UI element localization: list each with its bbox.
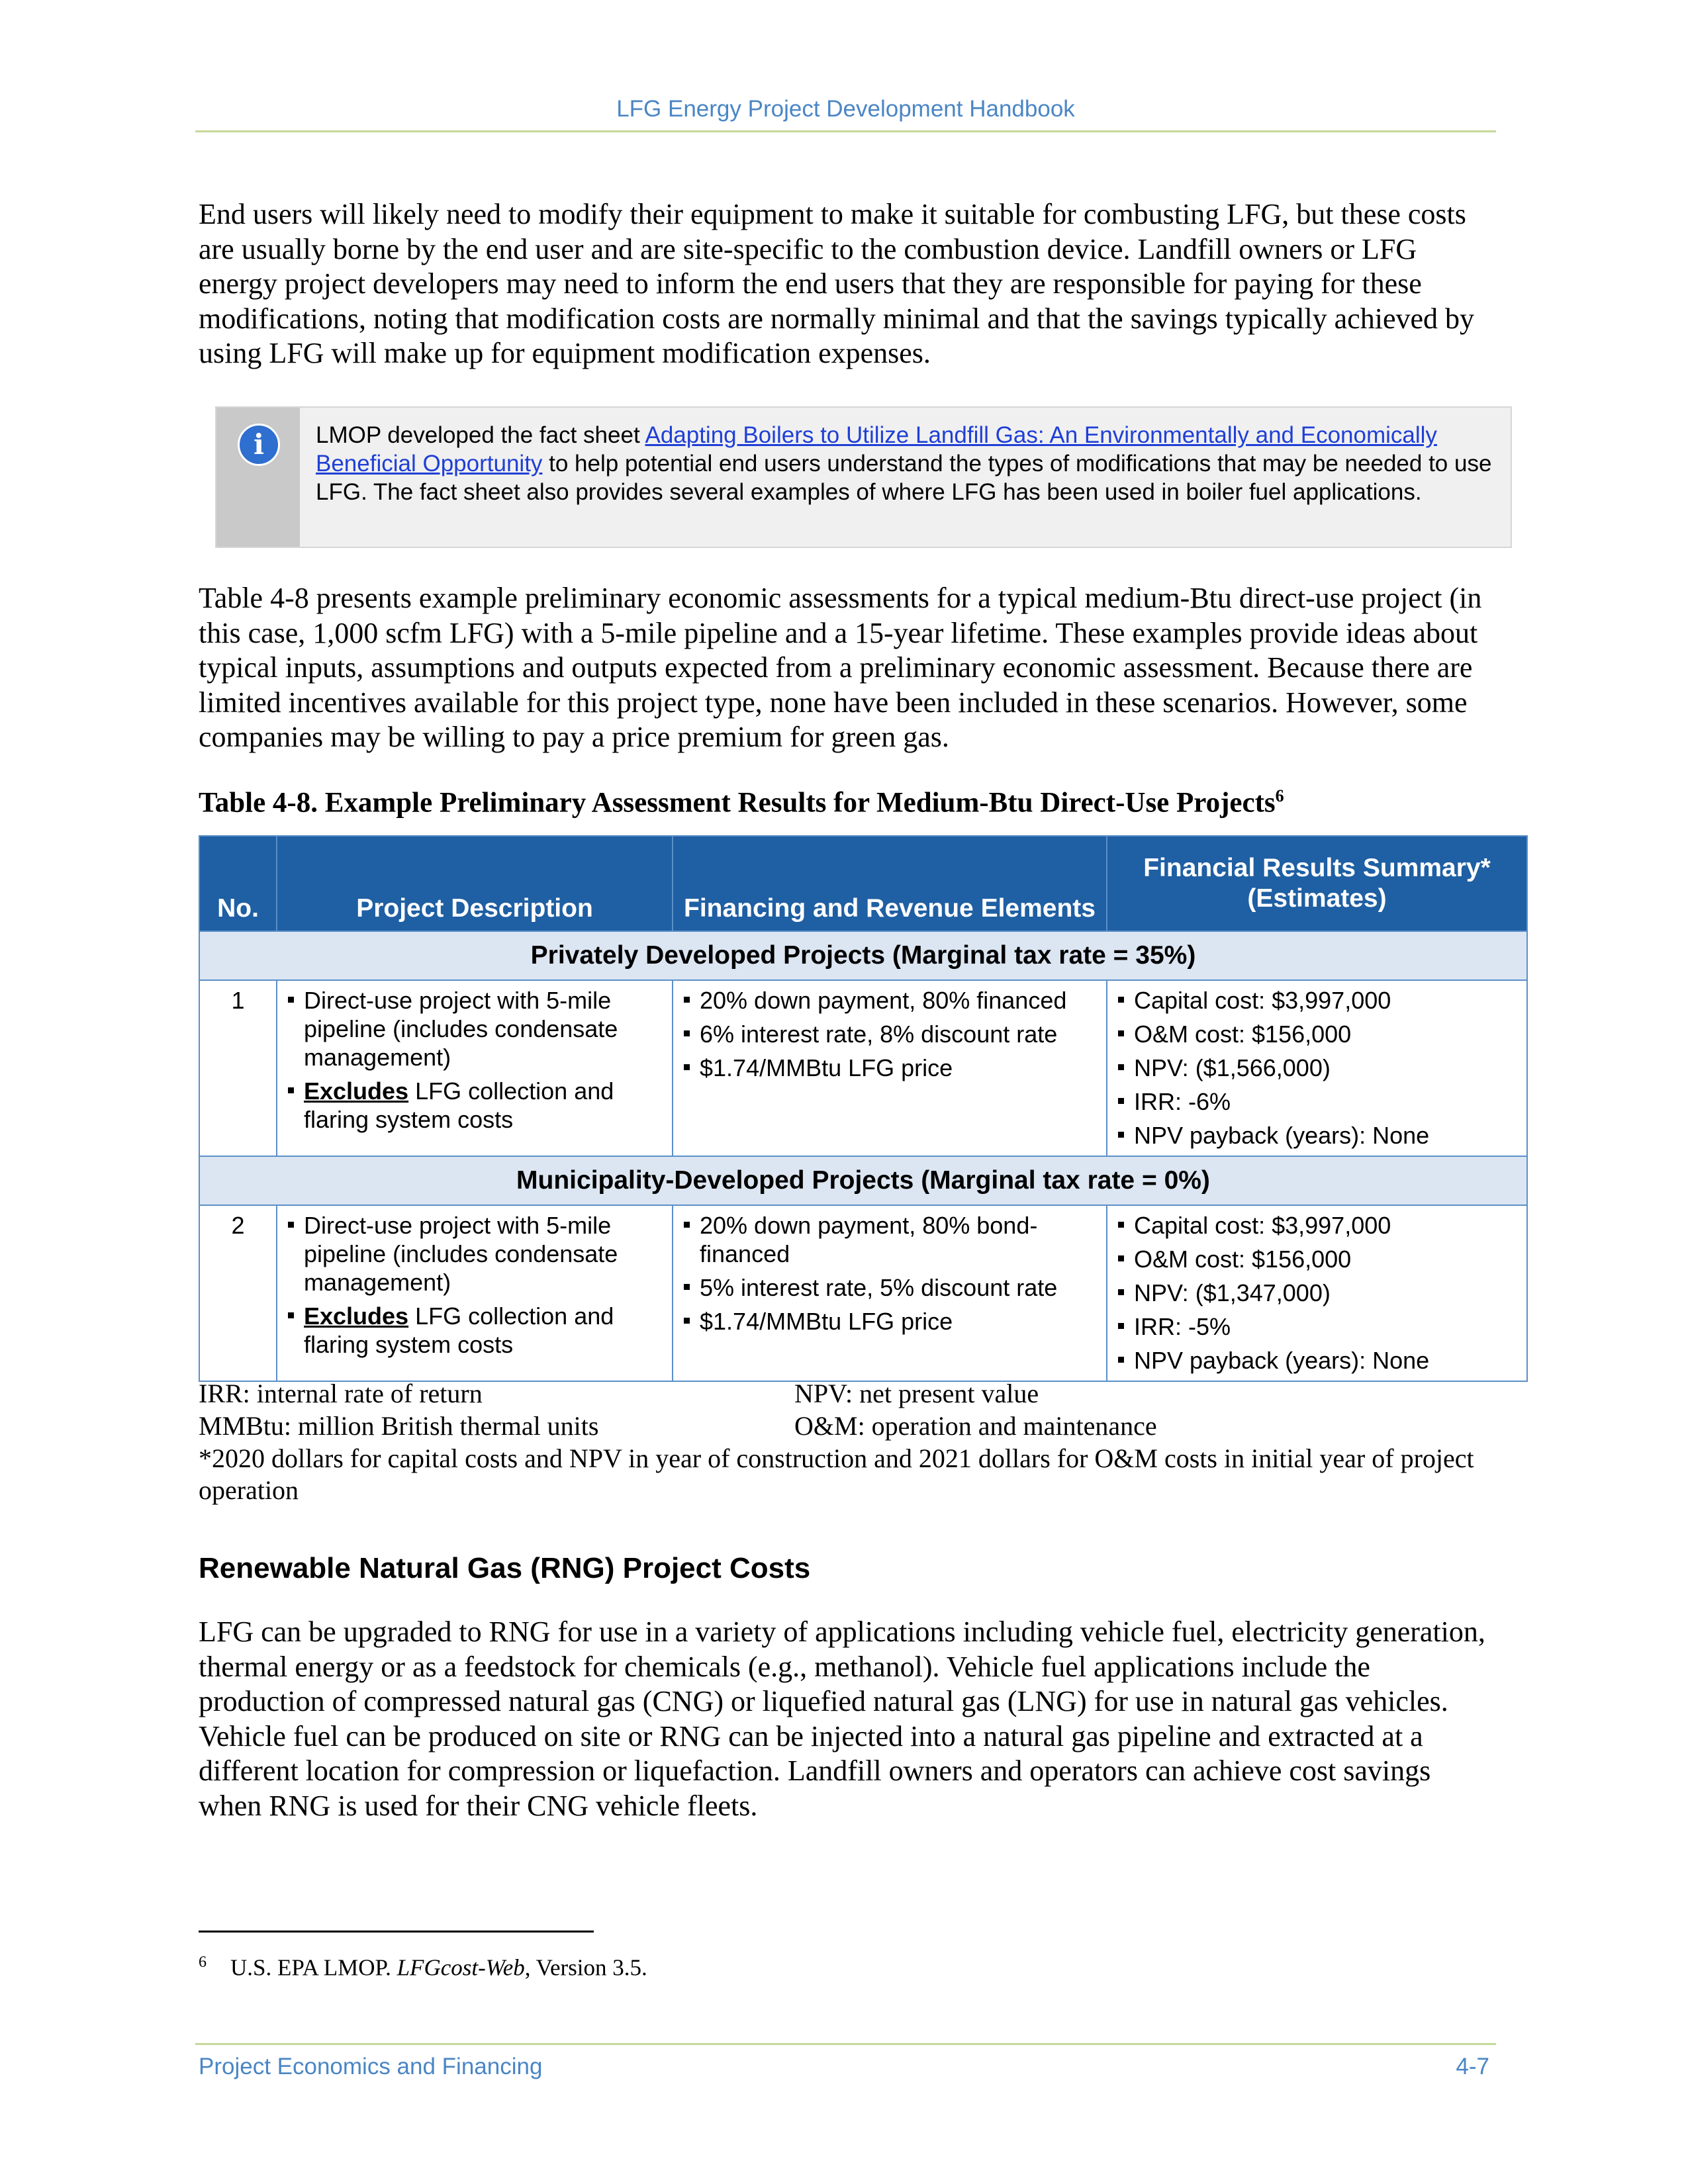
list-item	[284, 1077, 665, 1134]
list-item: NPV: ($1,347,000)	[1114, 1279, 1520, 1307]
list-item: NPV: ($1,566,000)	[1114, 1054, 1520, 1082]
group-title: Municipality-Developed Projects (Marginal tax rate = 0%)	[199, 1156, 1527, 1205]
page-number: 4-7	[1456, 2054, 1489, 2079]
footnote-prefix: U.S. EPA LMOP.	[230, 1954, 397, 1981]
financing-cell	[673, 1205, 1107, 1381]
info-callout-text	[316, 421, 1494, 506]
list-item: Direct-use project with 5-mile pipeline (includes condensate management)	[284, 1211, 665, 1297]
info-callout	[215, 406, 1512, 548]
row-number: 2	[199, 1205, 277, 1381]
description-cell	[277, 1205, 673, 1381]
list-item: 20% down payment, 80% financed	[680, 986, 1100, 1015]
list-item	[284, 1302, 665, 1359]
list-item: NPV payback (years): None	[1114, 1346, 1520, 1375]
table-row	[199, 1205, 1527, 1381]
list-item: IRR: -5%	[1114, 1312, 1520, 1341]
footnote	[199, 1954, 647, 1981]
col-header-no: No.	[199, 836, 277, 931]
results-cell	[1107, 980, 1527, 1156]
abbreviation-mmbtu: MMBtu: million British thermal units	[199, 1411, 599, 1441]
table-caption	[199, 786, 1284, 819]
footer-rule	[195, 2043, 1496, 2045]
header-rule	[195, 130, 1496, 132]
col-header-results: Financial Results Summary* (Estimates)	[1107, 836, 1527, 931]
list-item: O&M cost: $156,000	[1114, 1245, 1520, 1273]
section-heading: Renewable Natural Gas (RNG) Project Costs	[199, 1552, 811, 1584]
fact-sheet-link[interactable]: Adapting Boilers to Utilize Landfill Gas: An Environmentally and Economically Beneficial Opportunity	[316, 422, 1437, 477]
excludes-label: Excludes	[304, 1302, 409, 1330]
excludes-text: LFG collection and flaring system costs	[304, 1302, 614, 1358]
list-item: Direct-use project with 5-mile pipeline (includes condensate management)	[284, 986, 665, 1071]
footnote-ref: 6	[1275, 786, 1284, 805]
footnote-rule	[199, 1931, 594, 1933]
financing-cell	[673, 980, 1107, 1156]
list-item: Capital cost: $3,997,000	[1114, 986, 1520, 1015]
col-header-description: Project Description	[277, 836, 673, 931]
info-icon: i	[238, 424, 280, 466]
group-row-municipal	[199, 1156, 1527, 1205]
list-item: IRR: -6%	[1114, 1087, 1520, 1116]
abbreviation-om: O&M: operation and maintenance	[794, 1411, 1157, 1441]
list-item: 6% interest rate, 8% discount rate	[680, 1020, 1100, 1048]
excludes-label: Excludes	[304, 1077, 409, 1105]
paragraph-end-users: End users will likely need to modify their equipment to make it suitable for combusting LFG, but these costs are usually borne by the end user and are site-specific to the combustion device. Landfill owners or LFG energy project developers may need to inform the end users that they are responsible for paying for these modifications, noting that modification costs are normally minimal and that the savings typically achieved by using LFG will make up for equipment modification expenses.	[199, 198, 1474, 369]
row-number: 1	[199, 980, 277, 1156]
assessment-results-table	[199, 835, 1528, 1382]
footer-section-title: Project Economics and Financing	[199, 2054, 543, 2079]
paragraph-rng: LFG can be upgraded to RNG for use in a variety of applications including vehicle fuel, electricity generation, thermal energy or as a feedstock for chemicals (e.g., methanol). Vehicle fuel applications include the production of compressed natural gas (CNG) or liquefied natural gas (LNG) for use in natural gas vehicles. Vehicle fuel can be produced on site or RNG can be injected into a natural gas pipeline and extracted at a different location for compression or liquefaction. Landfill owners and operators can achieve cost savings when RNG is used for their CNG vehicle fleets.	[199, 1615, 1485, 1822]
info-prefix: LMOP developed the fact sheet	[316, 422, 645, 448]
list-item: O&M cost: $156,000	[1114, 1020, 1520, 1048]
running-header: LFG Energy Project Development Handbook	[616, 96, 1075, 122]
list-item: $1.74/MMBtu LFG price	[680, 1307, 1100, 1336]
excludes-text: LFG collection and flaring system costs	[304, 1077, 614, 1133]
list-item: $1.74/MMBtu LFG price	[680, 1054, 1100, 1082]
col-header-financing: Financing and Revenue Elements	[673, 836, 1107, 931]
table-header-row	[199, 836, 1527, 931]
list-item: 20% down payment, 80% bond-financed	[680, 1211, 1100, 1268]
description-cell	[277, 980, 673, 1156]
list-item: Capital cost: $3,997,000	[1114, 1211, 1520, 1240]
footnote-number: 6	[199, 1954, 207, 1971]
list-item: 5% interest rate, 5% discount rate	[680, 1273, 1100, 1302]
table-caption-text: Table 4-8. Example Preliminary Assessment Results for Medium-Btu Direct-Use Projects	[199, 787, 1276, 819]
abbreviation-npv: NPV: net present value	[794, 1379, 1039, 1408]
info-callout-sidebar	[216, 408, 300, 547]
footnote-italic: LFGcost-Web	[397, 1954, 525, 1981]
table-row	[199, 980, 1527, 1156]
paragraph-table-intro: Table 4-8 presents example preliminary economic assessments for a typical medium-Btu direct-use project (in this case, 1,000 scfm LFG) with a 5-mile pipeline and a 15-year lifetime. These examples provide ideas about typical inputs, assumptions and outputs expected from a preliminary economic assessment. Because there are limited incentives available for this project type, none have been included in these scenarios. However, some companies may be willing to pay a price premium for green gas.	[199, 582, 1482, 753]
list-item: NPV payback (years): None	[1114, 1121, 1520, 1150]
footnote-suffix: , Version 3.5.	[524, 1954, 647, 1981]
table-note: *2020 dollars for capital costs and NPV in year of construction and 2021 dollars for O&M costs in initial year of project operation	[199, 1443, 1474, 1505]
group-title: Privately Developed Projects (Marginal tax rate = 35%)	[199, 931, 1527, 980]
info-suffix: to help potential end users understand the types of modifications that may be needed to use LFG. The fact sheet also provides several examples of where LFG has been used in boiler fuel applications.	[316, 451, 1492, 505]
abbreviation-irr: IRR: internal rate of return	[199, 1379, 483, 1408]
results-cell	[1107, 1205, 1527, 1381]
group-row-private	[199, 931, 1527, 980]
